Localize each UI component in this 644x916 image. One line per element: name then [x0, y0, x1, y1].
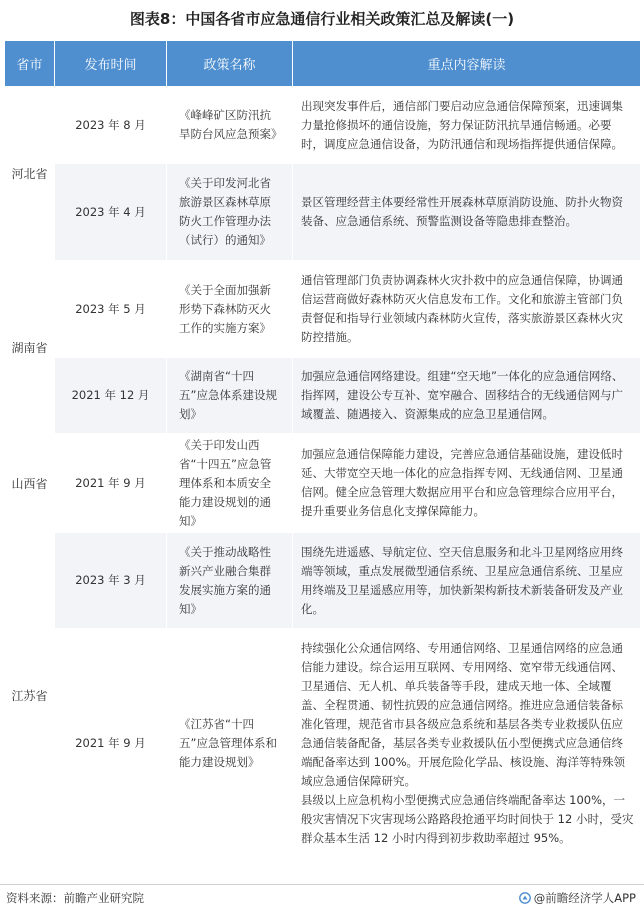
table-row — [5, 358, 641, 434]
policy-name-cell: 《江苏省“十四五”应急管理体系和能力建设规划》 — [167, 629, 293, 859]
header-content: 重点内容解读 — [293, 41, 641, 87]
date-cell: 2021 年 12 月 — [55, 358, 167, 434]
policy-content-cell: 持续强化公众通信网络、专用通信网络、卫星通信网络的应急通信能力建设。综合运用互联网、专用网络、宽窄带无线通信网、卫星通信、无人机、单兵装备等手段，建成天地一体、全域覆盖、全程贯通、韧性抗毁的应急通信网络。推进应急通信装备标准化管理，规范省市县各级应急系统和基层各类专业救援队伍应急通信装备配备，基层各类专业救援队伍小型便携式应急通信终端配备率达到 100%。开展危险化学品、核设施、海洋等特殊领域应急通信保障研究。 县级以上应急机构小型便携式应急通信终端配备率达 100%，一般灾害情况下灾害现场公路路段抢通平均时间快于 12 小时，受灾群众基本生活 12 小时内得到初步救助率超过 95%。 — [293, 629, 641, 859]
province-cell: 湖南省 — [5, 261, 55, 434]
policy-content-cell: 围绕先进遥感、导航定位、空天信息服务和北斗卫星网络应用终端等领域，重点发展微型通信系统、卫星应急通信系统、卫星应用终端及卫星遥感应用等，加快新架构新技术新装备研发及产业化。 — [293, 533, 641, 629]
table-row — [5, 434, 641, 533]
date-cell: 2021 年 9 月 — [55, 629, 167, 859]
header-name: 政策名称 — [167, 41, 293, 87]
policy-table — [4, 40, 641, 859]
policy-content-cell: 出现突发事件后，通信部门要启动应急通信保障预案，迅速调集力量抢修损坏的通信设施，努力保证防汛抗旱通信畅通。必要时，调度应急通信设备，为防汛通信和现场指挥提供通信保障。 — [293, 87, 641, 164]
policy-content-cell: 通信管理部门负责协调森林火灾扑救中的应急通信保障，协调通信运营商做好森林防灭火信息发布工作。文化和旅游主管部门负责督促和指导行业领域内森林防火宣传，落实旅游景区森林火灾防控措施。 — [293, 261, 641, 358]
chart-title: 图表8：中国各省市应急通信行业相关政策汇总及解读(一) — [129, 10, 515, 28]
policy-content-cell: 景区管理经营主体要经常性开展森林草原消防设施、防扑火物资装备、应急通信系统、预警监测设备等隐患排查整治。 — [293, 164, 641, 261]
policy-name-cell: 《湖南省“十四五”应急体系建设规划》 — [167, 358, 293, 434]
table-header-row — [5, 41, 641, 87]
policy-name-cell: 《峰峰矿区防汛抗旱防台风应急预案》 — [167, 87, 293, 164]
policy-name-cell: 《关于全面加强新形势下森林防灭火工作的实施方案》 — [167, 261, 293, 358]
header-date: 发布时间 — [55, 41, 167, 87]
date-cell: 2021 年 9 月 — [55, 434, 167, 533]
header-province: 省市 — [5, 41, 55, 87]
source-note: 资料来源：前瞻产业研究院 — [6, 891, 144, 905]
policy-content-cell: 加强应急通信网络建设。组建“空天地”一体化的应急通信网络、指挥网，建设公专互补、宽窄融合、固移结合的无线通信网与广域覆盖、随遇接入、资源集成的应急卫星通信网。 — [293, 358, 641, 434]
footer — [0, 884, 644, 908]
qianzhan-logo-icon — [519, 892, 531, 904]
province-cell: 江苏省 — [5, 533, 55, 859]
table-row — [5, 164, 641, 261]
policy-content-cell: 加强应急通信保障能力建设，完善应急通信基础设施，建设低时延、大带宽空天地一体化的应急指挥专网、无线通信网、卫星通信网。健全应急管理大数据应用平台和应急管理综合应用平台，提升重要业务信息化支撑保障能力。 — [293, 434, 641, 533]
policy-name-cell: 《关于印发山西省“十四五”应急管理体系和本质安全能力建设规划的通知》 — [167, 434, 293, 533]
table-row — [5, 87, 641, 164]
date-cell: 2023 年 8 月 — [55, 87, 167, 164]
table-row — [5, 261, 641, 358]
province-cell: 河北省 — [5, 87, 55, 261]
date-cell: 2023 年 3 月 — [55, 533, 167, 629]
date-cell: 2023 年 5 月 — [55, 261, 167, 358]
province-cell: 山西省 — [5, 434, 55, 533]
date-cell: 2023 年 4 月 — [55, 164, 167, 261]
table-row — [5, 629, 641, 859]
policy-name-cell: 《关于印发河北省旅游景区森林草原防火工作管理办法（试行）的通知》 — [167, 164, 293, 261]
brand-label: @前瞻经济学人APP — [533, 891, 636, 905]
brand — [519, 890, 636, 906]
policy-name-cell: 《关于推动战略性新兴产业融合集群发展实施方案的通知》 — [167, 533, 293, 629]
table-row — [5, 533, 641, 629]
